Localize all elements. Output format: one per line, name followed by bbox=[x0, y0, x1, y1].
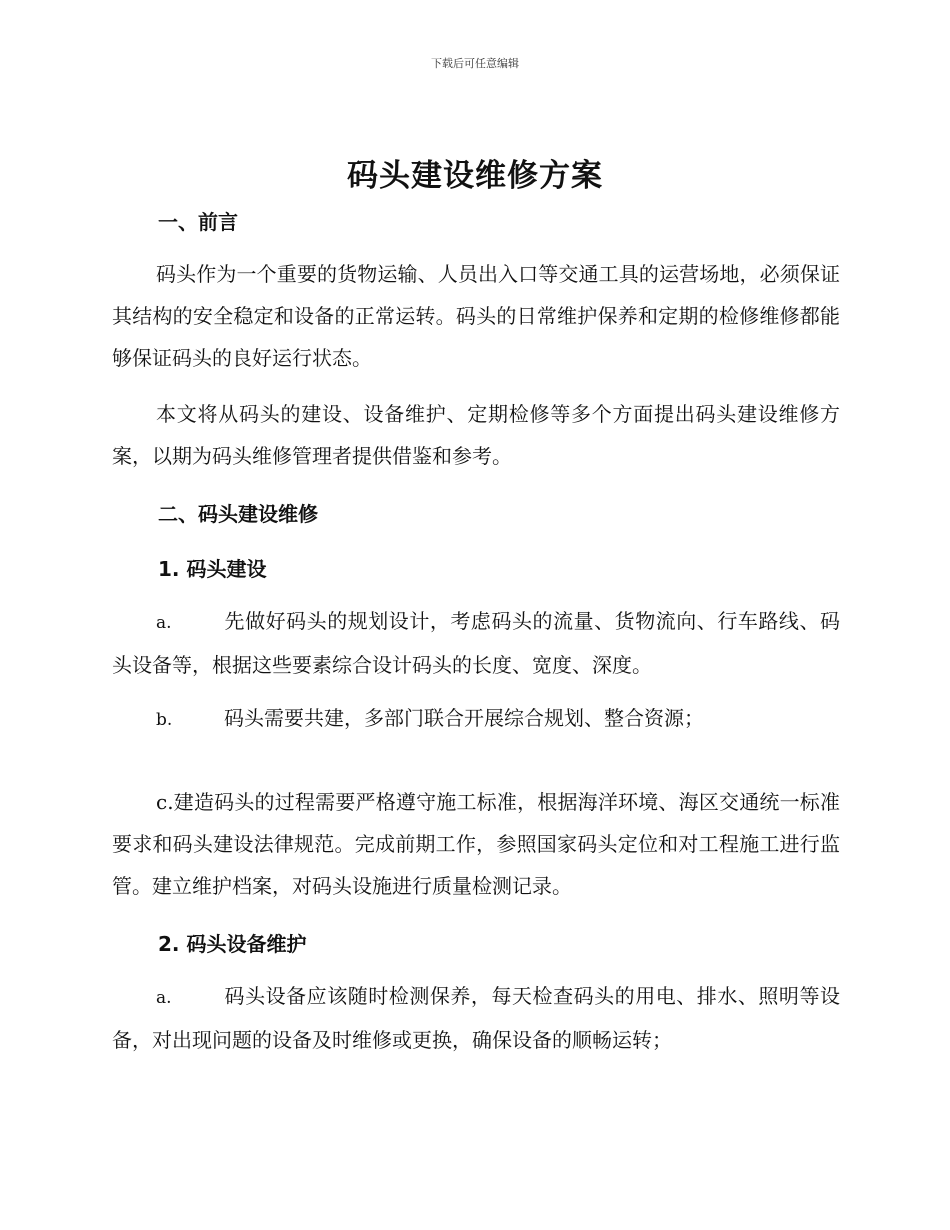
list-marker: b. bbox=[156, 710, 173, 730]
list-item-1b bbox=[112, 697, 840, 741]
header-note: 下载后可任意编辑 bbox=[431, 57, 519, 70]
list-item-1a bbox=[112, 600, 840, 686]
section-heading-part2: 二、码头建设维修 bbox=[158, 502, 318, 526]
intro-paragraph-1: 码头作为一个重要的货物运输、人员出入口等交通工具的运营场地，必须保证其结构的安全稳定和设备的正常运转。码头的日常维护保养和定期的检修维修都能够保证码头的良好运行状态。 bbox=[112, 262, 840, 370]
list-item-1c: c.建造码头的过程需要严格遵守施工标准，根据海洋环境、海区交通统一标准要求和码头建设法律规范。完成前期工作，参照国家码头定位和对工程施工进行监管。建立维护档案，对码头设施进行质量检测记录。 bbox=[112, 790, 840, 898]
list-item-2a bbox=[112, 975, 840, 1061]
subsection-heading-2: 2. 码头设备维护 bbox=[158, 932, 307, 956]
list-marker: a. bbox=[156, 988, 172, 1008]
list-item-text: 码头设备应该随时检测保养，每天检查码头的用电、排水、照明等设备，对出现问题的设备及时维修或更换，确保设备的顺畅运转； bbox=[112, 984, 840, 1052]
list-item-text: 码头需要共建，多部门联合开展综合规划、整合资源； bbox=[224, 706, 704, 730]
intro-paragraph-2: 本文将从码头的建设、设备维护、定期检修等多个方面提出码头建设维修方案，以期为码头维修管理者提供借鉴和参考。 bbox=[112, 402, 840, 468]
subsection-heading-1: 1. 码头建设 bbox=[158, 557, 267, 581]
document-title: 码头建设维修方案 bbox=[347, 158, 603, 194]
section-heading-intro: 一、前言 bbox=[158, 210, 238, 234]
list-item-text: 先做好码头的规划设计，考虑码头的流量、货物流向、行车路线、码头设备等，根据这些要素综合设计码头的长度、宽度、深度。 bbox=[112, 609, 840, 677]
list-marker: a. bbox=[156, 613, 172, 633]
